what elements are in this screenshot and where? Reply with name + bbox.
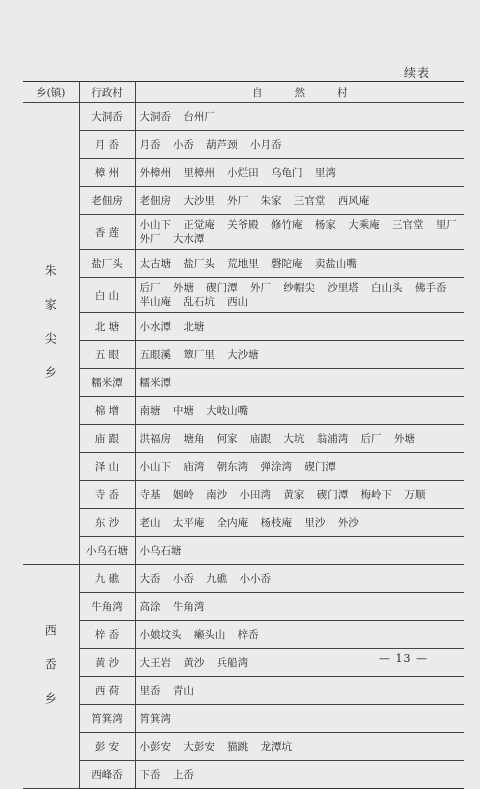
table-row (23, 565, 464, 593)
table-header-row (23, 82, 464, 103)
natural-villages-cell: 小水潭 北塘 (135, 313, 464, 341)
continued-label: 续表 (403, 66, 430, 80)
natural-villages-cell: 大岙 小岙 九礁 小小岙 (135, 565, 464, 593)
table-row (23, 509, 464, 537)
admin-village-cell: 小乌石塘 (79, 537, 135, 565)
town-name: 朱家尖乡 (43, 264, 58, 400)
table-row (23, 453, 464, 481)
table-row (23, 677, 464, 705)
table-row (23, 621, 464, 649)
admin-village-cell: 黄 沙 (79, 649, 135, 677)
admin-village-cell: 老佃房 (79, 187, 135, 215)
natural-villages-cell: 高涂 牛角湾 (135, 593, 464, 621)
admin-village-cell: 筲箕湾 (79, 705, 135, 733)
natural-villages-cell: 洪福房 塘角 何家 庙跟 大坑 翁浦湾 后厂 外塘 (135, 425, 464, 453)
natural-villages-cell: 五眼溪 簟厂里 大沙塘 (135, 341, 464, 369)
natural-villages-cell: 老山 太平庵 全内庵 杨枝庵 里沙 外沙 (135, 509, 464, 537)
admin-village-cell: 牛角湾 (79, 593, 135, 621)
column-header-natural: 自然村 (135, 82, 464, 103)
admin-village-cell: 白 山 (79, 278, 135, 313)
table-row (23, 159, 464, 187)
admin-village-cell: 大洞岙 (79, 103, 135, 131)
natural-villages-cell: 糯米潭 (135, 369, 464, 397)
table-row (23, 481, 464, 509)
table-row (23, 733, 464, 761)
admin-village-cell: 盐厂头 (79, 250, 135, 278)
natural-villages-cell: 下岙 上岙 (135, 761, 464, 789)
natural-villages-cell: 太古塘 盐厂头 荒地里 磬陀庵 卖盐山嘴 (135, 250, 464, 278)
page-number: — 13 — (379, 652, 428, 665)
table-row (23, 341, 464, 369)
town-cell (23, 565, 79, 789)
admin-village-cell: 彭 安 (79, 733, 135, 761)
town-name: 西岙乡 (43, 624, 58, 726)
table-row (23, 705, 464, 733)
admin-village-cell: 泽 山 (79, 453, 135, 481)
table-row (23, 425, 464, 453)
table-body (23, 103, 464, 789)
table-row (23, 593, 464, 621)
natural-villages-cell: 小山下 庙湾 朝东湾 弹涂湾 碶门潭 (135, 453, 464, 481)
village-table (23, 81, 464, 789)
table-row (23, 761, 464, 789)
admin-village-cell: 糯米潭 (79, 369, 135, 397)
admin-village-cell: 香 莲 (79, 215, 135, 250)
table-row (23, 250, 464, 278)
table-row (23, 215, 464, 250)
table-row (23, 278, 464, 313)
natural-villages-cell: 大洞岙 台州厂 (135, 103, 464, 131)
natural-villages-cell: 筲箕湾 (135, 705, 464, 733)
natural-villages-cell: 小彭安 大彭安 猫跳 龙潭坑 (135, 733, 464, 761)
table-row (23, 131, 464, 159)
admin-village-cell: 西峰岙 (79, 761, 135, 789)
natural-villages-cell: 小山下 正觉庵 关爷殿 修竹庵 杨家 大乘庵 三官堂 里厂 外厂 大水潭 (135, 215, 464, 250)
natural-villages-cell: 寺基 姻岭 南沙 小田湾 黄家 碶门潭 梅岭下 万顺 (135, 481, 464, 509)
table-row (23, 369, 464, 397)
natural-villages-cell: 月岙 小岙 葫芦颈 小月岙 (135, 131, 464, 159)
table-row (23, 537, 464, 565)
admin-village-cell: 樟 州 (79, 159, 135, 187)
table-row (23, 397, 464, 425)
admin-village-cell: 梓 岙 (79, 621, 135, 649)
admin-village-cell: 月 岙 (79, 131, 135, 159)
town-cell (23, 103, 79, 565)
column-header-town: 乡(镇) (23, 82, 79, 103)
natural-villages-cell: 大王岩 黄沙 兵船湾 (135, 649, 464, 677)
admin-village-cell: 五 眼 (79, 341, 135, 369)
column-header-admin: 行政村 (79, 82, 135, 103)
natural-villages-cell: 小乌石塘 (135, 537, 464, 565)
table-row (23, 103, 464, 131)
table-row (23, 313, 464, 341)
natural-villages-cell: 南塘 中塘 大岐山嘴 (135, 397, 464, 425)
admin-village-cell: 庙 跟 (79, 425, 135, 453)
admin-village-cell: 寺 岙 (79, 481, 135, 509)
admin-village-cell: 东 沙 (79, 509, 135, 537)
admin-village-cell: 棉 增 (79, 397, 135, 425)
table-row (23, 187, 464, 215)
admin-village-cell: 北 塘 (79, 313, 135, 341)
natural-villages-cell: 后厂 外塘 碶门潭 外厂 纱帽尖 沙里塔 白山头 佛手岙 半山庵 乱石坑 西山 (135, 278, 464, 313)
natural-villages-cell: 小娘坟头 癞头山 梓岙 (135, 621, 464, 649)
natural-villages-cell: 老佃房 大沙里 外厂 朱家 三官堂 西风庵 (135, 187, 464, 215)
admin-village-cell: 九 礁 (79, 565, 135, 593)
natural-villages-cell: 外樟州 里樟州 小烂田 乌龟门 里湾 (135, 159, 464, 187)
natural-villages-cell: 里岙 青山 (135, 677, 464, 705)
admin-village-cell: 西 荷 (79, 677, 135, 705)
